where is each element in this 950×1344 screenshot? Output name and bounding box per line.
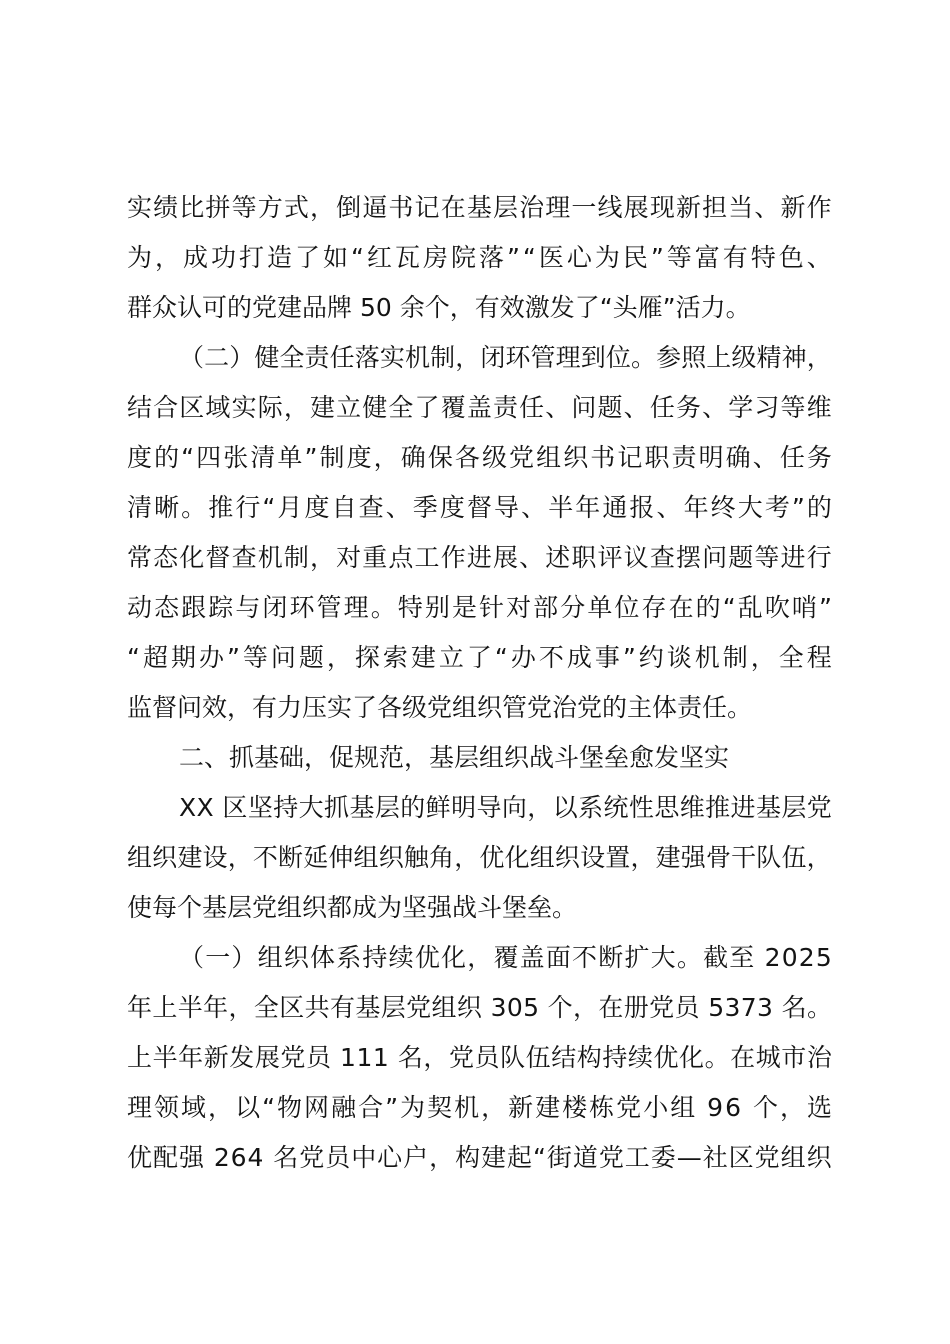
- text-line: 度 的 “ 四 张 清 单 ” 制 度 ， 确 保 各 级 党 组 织 书 记 职 责 明 确 、 任 务: [127, 443, 832, 472]
- text-line: 群众认可的党建品牌 50 余个，有效激发了“头雁”活力。: [127, 293, 751, 322]
- text-line: 动 态 跟 踪 与 闭 环 管 理 。 特 别 是 针 对 部 分 单 位 存 在 的 “ 乱 吹 哨 ”: [127, 593, 832, 622]
- body-text: [127, 183, 832, 1183]
- text-line: 年 上 半 年 ， 全 区 共 有 基 层 党 组 织 3 0 5 个 ， 在 册 党 员 5 3 7 3 名 。: [127, 993, 832, 1022]
- text-line: 清 晰 。 推 行 “ 月 度 自 查 、 季 度 督 导 、 半 年 通 报 、 年 终 大 考 ” 的: [127, 493, 832, 522]
- section-heading-line: （ 一 ） 组 织 体 系 持 续 优 化 ， 覆 盖 面 不 断 扩 大 。 截 至 2 0 2 5: [179, 943, 832, 972]
- section-heading-line: （ 二 ） 健 全 责 任 落 实 机 制 ， 闭 环 管 理 到 位 。 参 照 上 级 精 神 ，: [179, 343, 832, 372]
- text-line: 使每个基层党组织都成为坚强战斗堡垒。: [127, 893, 578, 922]
- text-line: 结 合 区 域 实 际 ， 建 立 健 全 了 覆 盖 责 任 、 问 题 、 任 务 、 学 习 等 维: [127, 393, 832, 422]
- text-line: 为 ， 成 功 打 造 了 如 “ 红 瓦 房 院 落 ” “ 医 心 为 民 ” 等 富 有 特 色 、: [127, 243, 832, 272]
- text-line: 上 半 年 新 发 展 党 员 1 1 1 名 ， 党 员 队 伍 结 构 持 续 优 化 。 在 城 市 治: [127, 1043, 832, 1072]
- text-line: 优 配 强 2 6 4 名 党 员 中 心 户 ， 构 建 起 “ 街 道 党 工 委 — 社 区 党 组 织: [127, 1143, 832, 1172]
- text-line: 组 织 建 设 ， 不 断 延 伸 组 织 触 角 ， 优 化 组 织 设 置 ， 建 强 骨 干 队 伍 ，: [127, 843, 832, 872]
- text-line: 实 绩 比 拼 等 方 式 ， 倒 逼 书 记 在 基 层 治 理 一 线 展 现 新 担 当 、 新 作: [127, 193, 832, 222]
- chapter-heading: 二、抓基础，促规范，基层组织战斗堡垒愈发坚实: [179, 743, 730, 772]
- text-line: X X 区 坚 持 大 抓 基 层 的 鲜 明 导 向 ， 以 系 统 性 思 维 推 进 基 层 党: [179, 793, 832, 822]
- text-line: 监督问效，有力压实了各级党组织管党治党的主体责任。: [127, 693, 753, 722]
- text-line: “ 超 期 办 ” 等 问 题 ， 探 索 建 立 了 “ 办 不 成 事 ” 约 谈 机 制 ， 全 程: [127, 643, 832, 672]
- text-line: 理 领 域 ， 以 “ 物 网 融 合 ” 为 契 机 ， 新 建 楼 栋 党 小 组 9 6 个 ， 选: [127, 1093, 832, 1122]
- text-line: 常 态 化 督 查 机 制 ， 对 重 点 工 作 进 展 、 述 职 评 议 查 摆 问 题 等 进 行: [127, 543, 832, 572]
